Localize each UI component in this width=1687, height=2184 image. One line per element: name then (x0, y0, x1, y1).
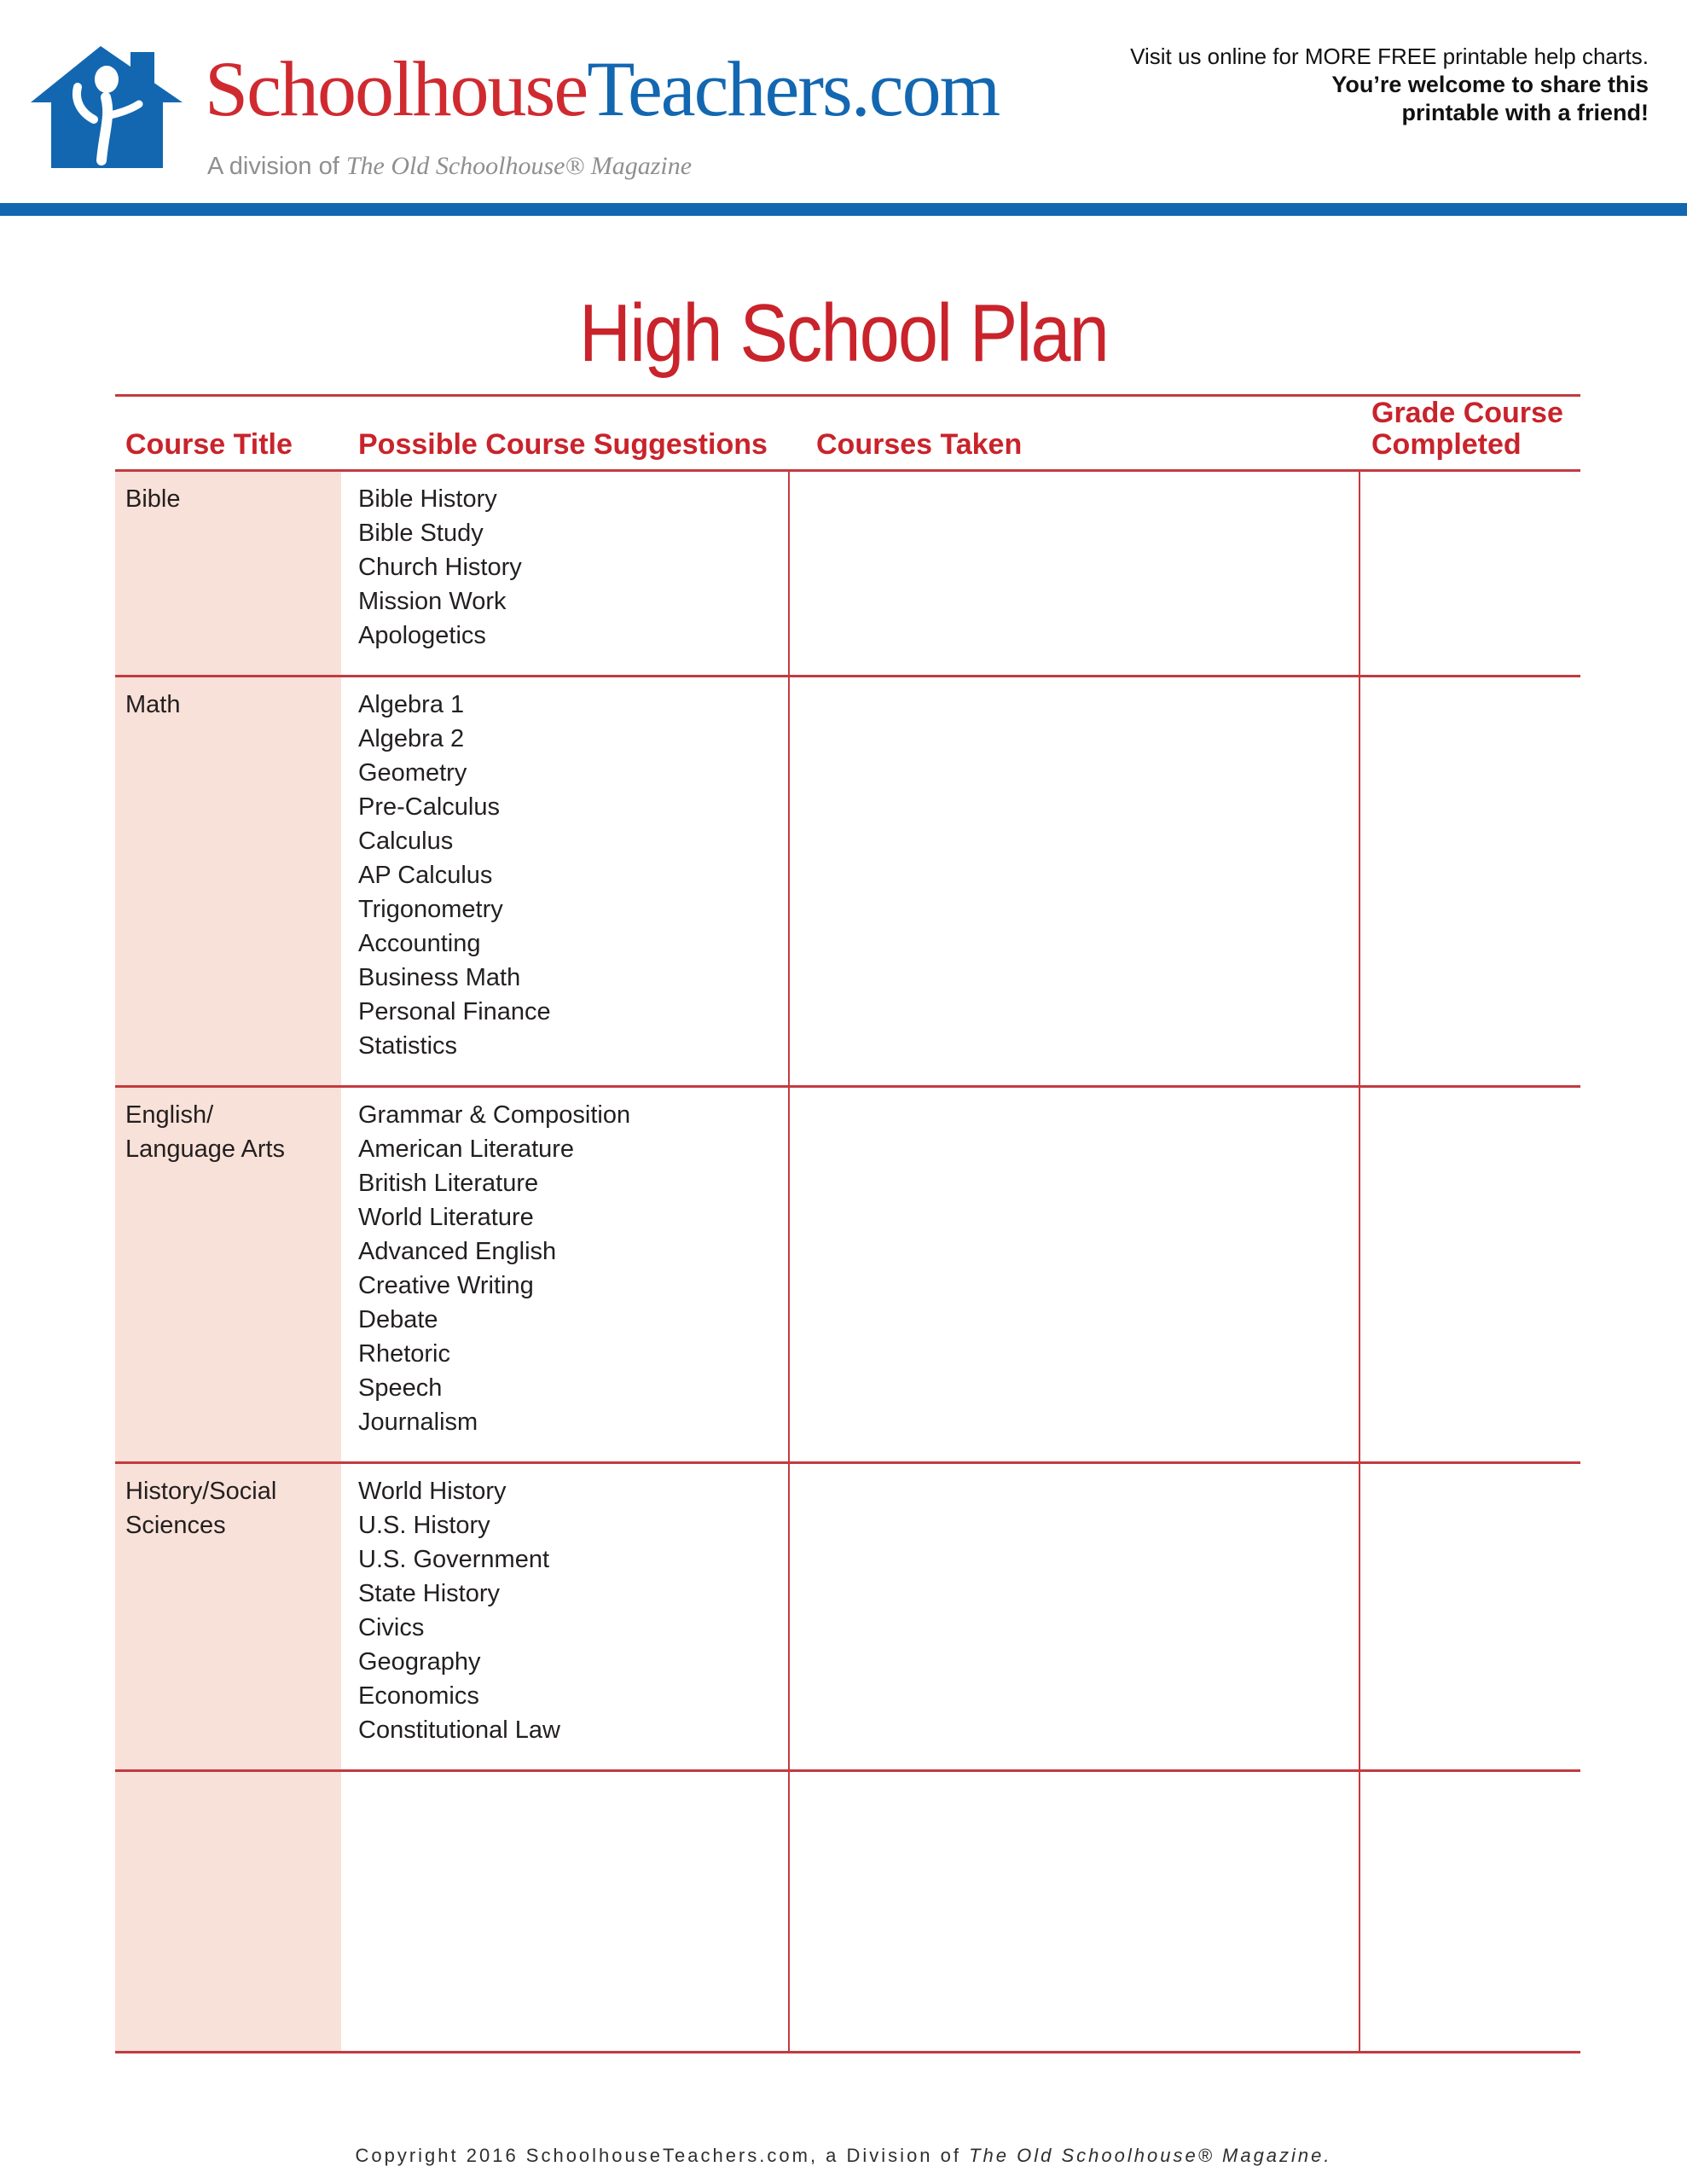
table-row (115, 677, 1580, 1088)
suggestion-item: Constitutional Law (358, 1716, 560, 1744)
table-row-blank (115, 1772, 1580, 2053)
course-title-cell (115, 1088, 341, 1461)
course-title-cell (115, 677, 341, 1085)
grade-completed-cell (1359, 472, 1580, 675)
suggestions-cell (341, 677, 788, 1085)
course-title-cell (115, 1772, 341, 2051)
grade-completed-cell (1359, 1772, 1580, 2051)
table-row (115, 1088, 1580, 1464)
suggestion-item: Advanced English (358, 1238, 557, 1265)
column-header-grade-course-completed: Grade Course Completed (1371, 397, 1563, 461)
suggestion-item: Pre-Calculus (358, 793, 500, 821)
suggestion-item: Civics (358, 1614, 425, 1641)
suggestion-item: Trigonometry (358, 896, 503, 923)
courses-taken-cell (788, 677, 1359, 1085)
copyright-text: Copyright 2016 SchoolhouseTeachers.com, a Division of (355, 2145, 970, 2166)
courses-taken-cell (788, 1464, 1359, 1769)
grade-completed-cell (1359, 1088, 1580, 1461)
suggestion-item: World Literature (358, 1204, 534, 1231)
grade-completed-cell (1359, 1464, 1580, 1769)
promo-line-1: Visit us online for MORE FREE printable help charts. (1130, 44, 1649, 69)
column-header-courses-taken: Courses Taken (816, 428, 1023, 461)
column-header-course-title: Course Title (125, 428, 293, 461)
course-title-line: History/Social (125, 1478, 277, 1505)
page-title: High School Plan (579, 288, 1108, 379)
suggestion-item: Journalism (358, 1409, 478, 1436)
courses-taken-cell (788, 472, 1359, 675)
suggestion-item: Geometry (358, 759, 467, 787)
table-header-row (115, 394, 1580, 472)
footer-copyright (0, 2145, 1687, 2167)
suggestion-item: Grammar & Composition (358, 1101, 631, 1129)
suggestion-item: U.S. Government (358, 1546, 550, 1573)
courses-taken-cell (788, 1088, 1359, 1461)
suggestion-item: Accounting (358, 930, 481, 957)
suggestion-item: Statistics (358, 1032, 458, 1060)
promo-text (1130, 43, 1649, 127)
suggestion-item: Speech (358, 1374, 443, 1402)
high-school-plan-table (115, 394, 1580, 2053)
tagline-prefix: A division of (207, 153, 346, 180)
course-title-line: Sciences (125, 1512, 226, 1539)
course-title-line: Language Arts (125, 1136, 286, 1163)
suggestions-cell (341, 1772, 788, 2051)
course-title-cell (115, 1464, 341, 1769)
suggestion-item: Bible Study (358, 520, 484, 547)
header-divider-bar (0, 203, 1687, 216)
brand-wordmark (205, 45, 1000, 132)
course-title-line: Bible (125, 485, 181, 513)
suggestion-item: Rhetoric (358, 1340, 450, 1368)
suggestion-item: Bible History (358, 485, 497, 513)
suggestion-item: State History (358, 1580, 500, 1607)
suggestion-item: Creative Writing (358, 1272, 534, 1299)
suggestions-cell (341, 1088, 788, 1461)
figure-head (95, 66, 119, 93)
table-row (115, 472, 1580, 677)
course-title-cell (115, 472, 341, 675)
suggestion-item: Business Math (358, 964, 521, 991)
tagline-magazine: The Old Schoolhouse® Magazine (345, 152, 693, 180)
figure-body (101, 97, 107, 160)
course-title-line: Math (125, 691, 181, 718)
suggestion-item: Algebra 2 (358, 725, 465, 752)
suggestion-item: Church History (358, 554, 522, 581)
suggestion-item: World History (358, 1478, 507, 1505)
suggestion-item: Personal Finance (358, 998, 551, 1025)
promo-line-2: You’re welcome to share this (1331, 72, 1649, 97)
table-body (115, 472, 1580, 2053)
brand-teachers-com: Teachers.com (587, 45, 1000, 132)
suggestion-item: Algebra 1 (358, 691, 465, 718)
suggestion-item: Mission Work (358, 588, 507, 615)
copyright-magazine: The Old Schoolhouse® Magazine. (969, 2145, 1332, 2166)
suggestion-item: Geography (358, 1648, 481, 1676)
brand-schoolhouse: Schoolhouse (205, 45, 588, 132)
courses-taken-cell (788, 1772, 1359, 2051)
suggestion-item: AP Calculus (358, 862, 493, 889)
schoolhouse-logo-icon (31, 44, 184, 171)
suggestion-item: Apologetics (358, 622, 486, 649)
suggestion-item: U.S. History (358, 1512, 490, 1539)
column-header-possible-course-suggestions: Possible Course Suggestions (358, 428, 768, 461)
logo-tagline (207, 152, 692, 181)
suggestions-cell (341, 472, 788, 675)
suggestion-item: Debate (358, 1306, 438, 1333)
table-row (115, 1464, 1580, 1772)
course-title-line: English/ (125, 1101, 214, 1129)
suggestion-item: Calculus (358, 828, 454, 855)
suggestion-item: Economics (358, 1682, 479, 1710)
suggestion-item: British Literature (358, 1170, 539, 1197)
suggestions-cell (341, 1464, 788, 1769)
grade-completed-cell (1359, 677, 1580, 1085)
suggestion-item: American Literature (358, 1136, 575, 1163)
promo-line-3: printable with a friend! (1401, 100, 1649, 125)
